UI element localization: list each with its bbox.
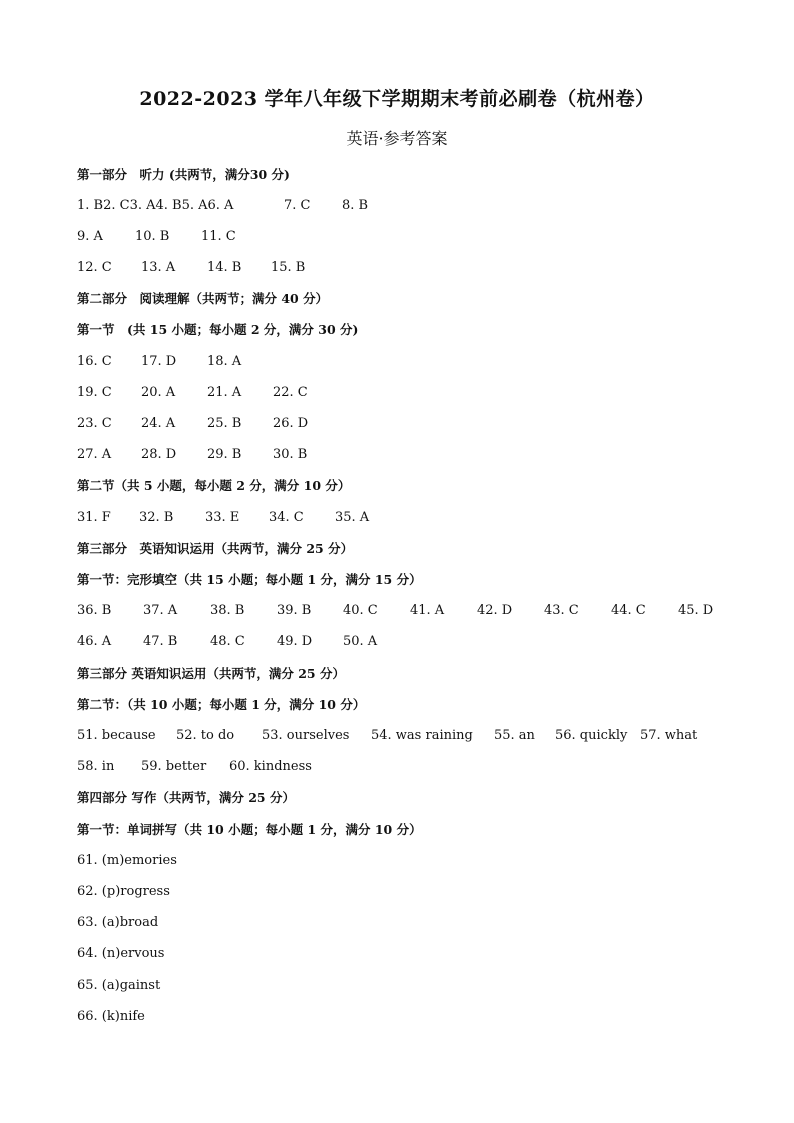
- section-heading: 第一节：单词拼写（共 10 小题；每小题 1 分，满分 10 分）: [77, 822, 422, 837]
- answer-item: 62. (p)rogress: [77, 884, 170, 899]
- answer-item: 66. (k)nife: [77, 1009, 145, 1024]
- section-heading: 第三部分 英语知识运用（共两节，满分 25 分）: [77, 666, 345, 681]
- answer-item: 29. B: [207, 447, 242, 462]
- answer-row: [77, 882, 737, 902]
- answer-row: [77, 944, 737, 964]
- answer-item: 30. B: [273, 447, 308, 462]
- answer-row: [77, 445, 737, 465]
- answer-row: [77, 976, 737, 996]
- section-heading: 第一部分 听力 (共两节，满分30 分): [77, 167, 290, 182]
- section-heading: 第四部分 写作（共两节，满分 25 分）: [77, 790, 295, 805]
- section-heading: 第二节：（共 10 小题；每小题 1 分，满分 10 分）: [77, 697, 366, 712]
- answer-item: 19. C: [77, 385, 112, 400]
- answer-item: 64. (n)ervous: [77, 946, 165, 961]
- answer-item: 61. (m)emories: [77, 853, 177, 868]
- answer-item: 65. (a)gainst: [77, 978, 161, 993]
- answer-item: 43. C: [544, 603, 579, 618]
- answer-item: 35. A: [335, 510, 370, 525]
- answer-item: 27. A: [77, 447, 112, 462]
- answer-item: 15. B: [271, 260, 306, 275]
- section-heading: 第二部分 阅读理解（共两节；满分 40 分）: [77, 291, 329, 306]
- answer-item: 60. kindness: [229, 759, 312, 774]
- answer-item: 50. A: [343, 634, 378, 649]
- answer-item: 42. D: [477, 603, 513, 618]
- answer-item: 16. C: [77, 354, 112, 369]
- answer-row: [77, 632, 737, 652]
- answer-item: 8. B: [342, 198, 369, 213]
- answer-item: 55. an: [494, 728, 535, 743]
- answer-row: [77, 913, 737, 933]
- answer-item: 39. B: [277, 603, 312, 618]
- answer-item: 38. B: [210, 603, 245, 618]
- answer-item: 40. C: [343, 603, 378, 618]
- answer-item: 9. A: [77, 229, 103, 244]
- section-heading: 第一节 (共 15 小题；每小题 2 分，满分 30 分): [77, 322, 359, 337]
- answer-row: [77, 258, 737, 278]
- answer-item: 1. B2. C3. A4. B5. A6. A: [77, 198, 234, 213]
- answer-item: 26. D: [273, 416, 309, 431]
- answer-item: 58. in: [77, 759, 115, 774]
- answer-item: 48. C: [210, 634, 245, 649]
- answer-item: 59. better: [141, 759, 207, 774]
- answer-row: [77, 414, 737, 434]
- answer-item: 51. because: [77, 728, 156, 743]
- answer-item: 53. ourselves: [262, 728, 350, 743]
- answer-item: 54. was raining: [371, 728, 473, 743]
- answer-item: 46. A: [77, 634, 112, 649]
- answer-item: 37. A: [143, 603, 178, 618]
- document-title: 2022-2023 学年八年级下学期期末考前必刷卷（杭州卷）: [139, 88, 655, 110]
- answer-item: 31. F: [77, 510, 111, 525]
- answer-item: 21. A: [207, 385, 242, 400]
- answer-item: 57. what: [640, 728, 698, 743]
- answer-row: [77, 227, 737, 247]
- answer-item: 25. B: [207, 416, 242, 431]
- answer-item: 18. A: [207, 354, 242, 369]
- answer-item: 32. B: [139, 510, 174, 525]
- answer-item: 47. B: [143, 634, 178, 649]
- answer-item: 14. B: [207, 260, 242, 275]
- answer-row: [77, 1007, 737, 1027]
- answer-item: 34. C: [269, 510, 304, 525]
- answer-item: 20. A: [141, 385, 176, 400]
- answer-row: [77, 508, 737, 528]
- answer-item: 49. D: [277, 634, 313, 649]
- answer-item: 44. C: [611, 603, 646, 618]
- answer-row: [77, 851, 737, 871]
- answer-item: 22. C: [273, 385, 308, 400]
- answer-row: [77, 601, 737, 621]
- answer-item: 24. A: [141, 416, 176, 431]
- answer-row: [77, 726, 737, 746]
- answer-row: [77, 757, 737, 777]
- section-heading: 第一节：完形填空（共 15 小题；每小题 1 分，满分 15 分）: [77, 572, 422, 587]
- answer-item: 17. D: [141, 354, 177, 369]
- section-heading: 第二节（共 5 小题，每小题 2 分，满分 10 分）: [77, 478, 351, 493]
- answer-item: 41. A: [410, 603, 445, 618]
- answer-row: [77, 383, 737, 403]
- answer-item: 13. A: [141, 260, 176, 275]
- answer-item: 23. C: [77, 416, 112, 431]
- section-heading: 第三部分 英语知识运用（共两节，满分 25 分）: [77, 541, 354, 556]
- answer-item: 7. C: [284, 198, 311, 213]
- document-subtitle: 英语·参考答案: [346, 129, 448, 148]
- answer-item: 28. D: [141, 447, 177, 462]
- answer-item: 63. (a)broad: [77, 915, 159, 930]
- answer-item: 56. quickly: [555, 728, 628, 743]
- answer-item: 11. C: [201, 229, 236, 244]
- answer-row: [77, 352, 737, 372]
- answer-item: 45. D: [678, 603, 714, 618]
- answer-item: 52. to do: [176, 728, 235, 743]
- answer-item: 36. B: [77, 603, 112, 618]
- answer-item: 12. C: [77, 260, 112, 275]
- answer-item: 33. E: [205, 510, 240, 525]
- answer-row: [77, 196, 737, 216]
- answer-item: 10. B: [135, 229, 170, 244]
